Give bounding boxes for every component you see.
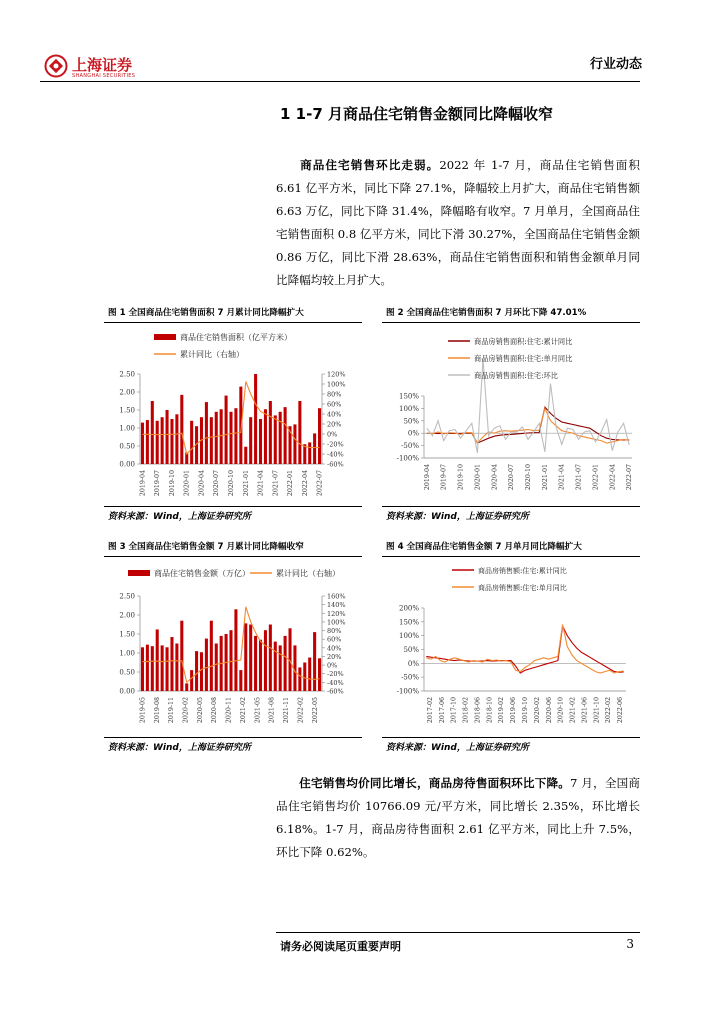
- bar: [259, 419, 262, 464]
- y-right-tick-label: -20%: [327, 670, 344, 679]
- y-right-tick-label: -40%: [327, 678, 344, 687]
- x-tick-label: 2019-02: [498, 697, 506, 724]
- y-right-tick-label: 60%: [327, 635, 342, 644]
- bar: [220, 409, 223, 464]
- y-tick-label: 2.00: [119, 388, 135, 397]
- y-right-tick-label: -60%: [327, 687, 344, 696]
- logo-emblem-icon: [44, 54, 68, 78]
- paragraph-sales-summary: [276, 154, 640, 292]
- y-tick-label: -100%: [396, 687, 419, 696]
- y-tick-label: 1.50: [119, 630, 135, 639]
- x-tick-label: 2021-04: [558, 464, 566, 491]
- bar: [166, 647, 169, 691]
- paragraph-lead: 商品住宅销售环比走弱。: [299, 158, 440, 172]
- paragraph-price-inventory: [276, 772, 640, 864]
- bar: [161, 417, 164, 464]
- legend-label: 商品房销售额:住宅:累计同比: [478, 567, 567, 575]
- legend-label: 商品住宅销售金额（万亿）: [154, 569, 250, 578]
- x-tick-label: 2021-02: [569, 697, 577, 724]
- y-tick-label: 0%: [407, 429, 419, 438]
- bar: [279, 412, 282, 464]
- x-tick-label: 2022-02: [297, 697, 305, 724]
- x-tick-label: 2020-10: [228, 470, 235, 497]
- bar: [244, 447, 247, 464]
- bar: [274, 642, 277, 691]
- y-right-tick-label: -20%: [327, 440, 344, 449]
- x-tick-label: 2022-01: [287, 470, 295, 497]
- bar: [190, 421, 193, 464]
- figure-4-top-rule: [382, 556, 640, 557]
- x-tick-label: 2019-07: [440, 464, 448, 491]
- page-number: 3: [626, 937, 634, 951]
- y-tick-label: 100%: [398, 632, 419, 641]
- bar: [298, 401, 301, 464]
- y-right-tick-label: 40%: [327, 644, 342, 653]
- bar: [269, 401, 272, 464]
- bar: [249, 625, 252, 692]
- y-right-tick-label: 120%: [327, 370, 346, 379]
- y-tick-label: 0.50: [119, 668, 135, 677]
- x-tick-label: 2022-01: [592, 464, 600, 491]
- x-tick-label: 2021-11: [283, 697, 291, 724]
- legend-swatch: [128, 570, 150, 576]
- x-tick-label: 2021-10: [593, 697, 601, 724]
- x-tick-label: 2019-04: [423, 464, 431, 491]
- bar: [146, 645, 149, 691]
- series-line: [427, 408, 629, 443]
- y-tick-label: 150%: [398, 618, 419, 627]
- bar: [298, 667, 301, 691]
- bar: [210, 417, 213, 464]
- x-tick-label: 2021-08: [268, 697, 276, 724]
- figure-3-caption: 图 3 全国商品住宅销售金额 7 月累计同比降幅收窄: [108, 542, 304, 552]
- bar: [210, 621, 213, 691]
- bar: [185, 683, 188, 691]
- bar: [156, 421, 159, 464]
- bar: [313, 632, 316, 691]
- x-tick-label: 2019-10: [522, 697, 529, 724]
- series-line: [426, 625, 623, 673]
- x-tick-label: 2017-10: [450, 697, 458, 724]
- legend-label: 商品房销售面积:住宅:累计同比: [474, 337, 573, 346]
- x-tick-label: 2017-06: [438, 697, 446, 724]
- chart-fig4: [382, 560, 640, 736]
- x-tick-label: 2020-05: [196, 697, 204, 724]
- y-tick-label: 0.00: [119, 687, 135, 696]
- paragraph-lead: 住宅销售均价同比增长，商品房待售面积环比下降。: [299, 776, 571, 790]
- paragraph-body: 7 月，全国商品住宅销售均价 10766.09 元/平方米，同比增长 2.35%，环比增长 6.18%。1-7 月，商品房待售面积 2.61 亿平方米，同比上升 7.5%，环比下降 0.62%。: [276, 776, 640, 859]
- bar: [166, 410, 169, 464]
- y-tick-label: 1.00: [119, 649, 135, 658]
- bar: [151, 401, 154, 464]
- bar: [156, 629, 159, 691]
- bar: [239, 670, 242, 691]
- x-tick-label: 2020-07: [508, 464, 516, 491]
- chart-fig2: [382, 326, 640, 506]
- y-right-tick-label: 0%: [327, 661, 338, 670]
- x-tick-label: 2019-05: [139, 697, 147, 724]
- x-tick-label: 2020-10: [525, 464, 532, 491]
- y-tick-label: 0%: [407, 659, 419, 668]
- x-tick-label: 2022-04: [609, 464, 617, 491]
- y-right-tick-label: 160%: [327, 592, 346, 601]
- x-tick-label: 2020-02: [182, 697, 190, 724]
- report-category: 行业动态: [589, 57, 642, 72]
- figure-2-source: 资料来源：Wind，上海证券研究所: [386, 512, 529, 522]
- header-divider: [40, 81, 640, 82]
- x-tick-label: 2021-06: [581, 697, 589, 724]
- bar: [293, 424, 296, 464]
- legend-label: 商品房销售额:住宅:单月同比: [478, 584, 567, 592]
- series-line: [426, 626, 623, 673]
- y-tick-label: 50%: [403, 646, 419, 654]
- bar: [141, 423, 144, 464]
- x-tick-label: 2020-10: [557, 697, 565, 724]
- legend-label: 商品房销售面积:住宅:环比: [474, 371, 558, 380]
- y-right-tick-label: 60%: [327, 400, 342, 409]
- bar: [274, 415, 277, 464]
- bar: [313, 433, 316, 464]
- chart-fig3: [104, 560, 362, 736]
- bar: [175, 414, 178, 464]
- x-tick-label: 2021-04: [257, 470, 265, 497]
- paragraph-body: 2022 年 1-7 月，商品住宅销售面积 6.61 亿平方米，同比下降 27.1%，降幅较上月扩大，商品住宅销售额 6.63 万亿，同比下降 31.4%，降幅略有收窄。7 月单月，全国商品住宅销售面积 0.8 亿平方米，同比下滑 30.27%，全国商品住宅销售金额 0.86 万亿，同比下滑 28.63%，商品住宅销售面积和销售金额单月同比降幅均较上月扩大。: [276, 158, 640, 287]
- bar: [279, 645, 282, 691]
- figure-3-bottom-rule: [104, 737, 362, 738]
- bar: [234, 609, 237, 691]
- x-tick-label: 2017-02: [426, 697, 434, 724]
- y-tick-label: 100%: [398, 404, 419, 413]
- bar: [170, 419, 173, 464]
- bar: [308, 442, 311, 464]
- y-right-tick-label: 140%: [327, 601, 346, 610]
- bar: [284, 407, 287, 464]
- y-tick-label: 0.00: [119, 460, 135, 469]
- legend-label: 商品住宅销售面积（亿平方米）: [180, 333, 292, 342]
- y-tick-label: -50%: [401, 442, 419, 451]
- legend-label: 累计同比（右轴）: [276, 569, 340, 578]
- y-tick-label: -100%: [396, 454, 419, 463]
- bar: [318, 408, 321, 464]
- figure-1-caption: 图 1 全国商品住宅销售面积 7 月累计同比降幅扩大: [108, 308, 304, 318]
- x-tick-label: 2019-11: [168, 697, 176, 724]
- figure-2-bottom-rule: [382, 506, 640, 507]
- chart-fig1: [104, 326, 362, 506]
- figure-4-bottom-rule: [382, 737, 640, 738]
- x-tick-label: 2022-04: [301, 470, 309, 497]
- y-tick-label: 1.50: [119, 406, 135, 415]
- legend-label: 商品房销售面积:住宅:单月同比: [474, 354, 573, 363]
- bar: [161, 645, 164, 691]
- figure-1-top-rule: [104, 322, 362, 323]
- figure-1-bottom-rule: [104, 506, 362, 507]
- figure-1-source: 资料来源：Wind，上海证券研究所: [108, 512, 251, 522]
- x-tick-label: 2020-01: [183, 470, 191, 497]
- bar: [146, 420, 149, 464]
- y-right-tick-label: 120%: [327, 609, 346, 618]
- x-tick-label: 2019-06: [510, 697, 518, 724]
- x-tick-label: 2020-01: [474, 464, 482, 491]
- section-title: 1 1-7 月商品住宅销售金额同比降幅收窄: [280, 105, 553, 123]
- bar: [234, 408, 237, 464]
- series-line: [427, 407, 629, 443]
- logo-text: 上海证券: [72, 56, 133, 74]
- bar: [264, 409, 267, 464]
- x-tick-label: 2022-07: [316, 470, 324, 497]
- bar: [269, 625, 272, 692]
- bar: [141, 647, 144, 691]
- bar: [318, 658, 321, 691]
- bar: [249, 417, 252, 464]
- bar: [200, 652, 203, 691]
- x-tick-label: 2021-02: [239, 697, 247, 724]
- legend-label: 累计同比（右轴）: [180, 350, 244, 359]
- x-tick-label: 2022-02: [605, 697, 613, 724]
- bar: [190, 670, 193, 691]
- legend-swatch: [154, 334, 176, 340]
- figure-4-source: 资料来源：Wind，上海证券研究所: [386, 743, 529, 753]
- x-tick-label: 2021-05: [254, 697, 262, 724]
- bar: [195, 651, 198, 691]
- y-tick-label: 2.50: [119, 592, 135, 601]
- x-tick-label: 2020-06: [545, 697, 553, 724]
- bar: [151, 646, 154, 691]
- bar: [215, 644, 218, 692]
- bar: [215, 412, 218, 464]
- bar: [229, 630, 232, 691]
- y-tick-label: 200%: [398, 604, 419, 613]
- x-tick-label: 2019-10: [168, 470, 176, 497]
- y-right-tick-label: 40%: [327, 410, 342, 419]
- bar: [180, 621, 183, 691]
- y-right-tick-label: -60%: [327, 460, 344, 469]
- bar: [205, 402, 208, 464]
- x-tick-label: 2021-01: [541, 464, 549, 491]
- x-tick-label: 2021-07: [272, 470, 280, 497]
- bar: [254, 374, 257, 464]
- x-tick-label: 2019-07: [154, 470, 162, 497]
- bar: [175, 644, 178, 692]
- bar: [205, 639, 208, 691]
- x-tick-label: 2020-02: [533, 697, 541, 724]
- bar: [229, 412, 232, 464]
- x-tick-label: 2020-04: [491, 464, 499, 491]
- footer-disclaimer: 请务必阅读尾页重要声明: [280, 940, 401, 953]
- figure-4-caption: 图 4 全国商品住宅销售金额 7 月单月同比降幅扩大: [386, 542, 582, 552]
- y-right-tick-label: 0%: [327, 430, 338, 439]
- y-tick-label: -50%: [401, 673, 419, 682]
- y-right-tick-label: 20%: [327, 652, 342, 661]
- x-tick-label: 2022-06: [617, 697, 625, 724]
- figure-2-caption: 图 2 全国商品住宅销售面积 7 月环比下降 47.01%: [386, 308, 587, 318]
- figure-2-top-rule: [382, 322, 640, 323]
- x-tick-label: 2018-02: [462, 697, 470, 724]
- y-tick-label: 2.00: [119, 611, 135, 620]
- bar: [254, 636, 257, 691]
- bar: [284, 636, 287, 691]
- y-right-tick-label: 100%: [327, 618, 346, 627]
- x-tick-label: 2018-10: [486, 697, 494, 724]
- bar: [308, 658, 311, 691]
- figure-3-source: 资料来源：Wind，上海证券研究所: [108, 743, 251, 753]
- x-tick-label: 2022-07: [626, 464, 634, 491]
- bar: [225, 396, 228, 464]
- x-tick-label: 2020-08: [211, 697, 219, 724]
- y-tick-label: 2.50: [119, 370, 135, 379]
- x-tick-label: 2020-07: [213, 470, 221, 497]
- bar: [303, 663, 306, 692]
- x-tick-label: 2021-01: [242, 470, 250, 497]
- x-tick-label: 2022-05: [311, 697, 319, 724]
- y-tick-label: 50%: [403, 417, 419, 426]
- x-tick-label: 2021-07: [575, 464, 583, 491]
- y-tick-label: 150%: [398, 392, 419, 401]
- bar: [244, 623, 247, 691]
- y-tick-label: 1.00: [119, 424, 135, 433]
- y-right-tick-label: -40%: [327, 450, 344, 459]
- footer-divider: [276, 932, 640, 933]
- company-logo: [44, 50, 174, 84]
- y-right-tick-label: 100%: [327, 380, 346, 389]
- x-tick-label: 2018-06: [474, 697, 482, 724]
- x-tick-label: 2020-04: [198, 470, 206, 497]
- x-tick-label: 2019-08: [153, 697, 161, 724]
- bar: [264, 630, 267, 691]
- logo-text-en: SHANGHAI SECURITIES: [72, 73, 136, 79]
- y-right-tick-label: 80%: [327, 390, 342, 399]
- bar: [259, 640, 262, 691]
- bar: [170, 637, 173, 691]
- x-tick-label: 2019-10: [457, 464, 465, 491]
- y-tick-label: 0.50: [119, 442, 135, 451]
- bar: [180, 395, 183, 464]
- y-right-tick-label: 20%: [327, 420, 342, 429]
- x-tick-label: 2019-04: [139, 470, 147, 497]
- x-tick-label: 2020-11: [225, 697, 233, 724]
- figure-3-top-rule: [104, 556, 362, 557]
- y-right-tick-label: 80%: [327, 627, 342, 636]
